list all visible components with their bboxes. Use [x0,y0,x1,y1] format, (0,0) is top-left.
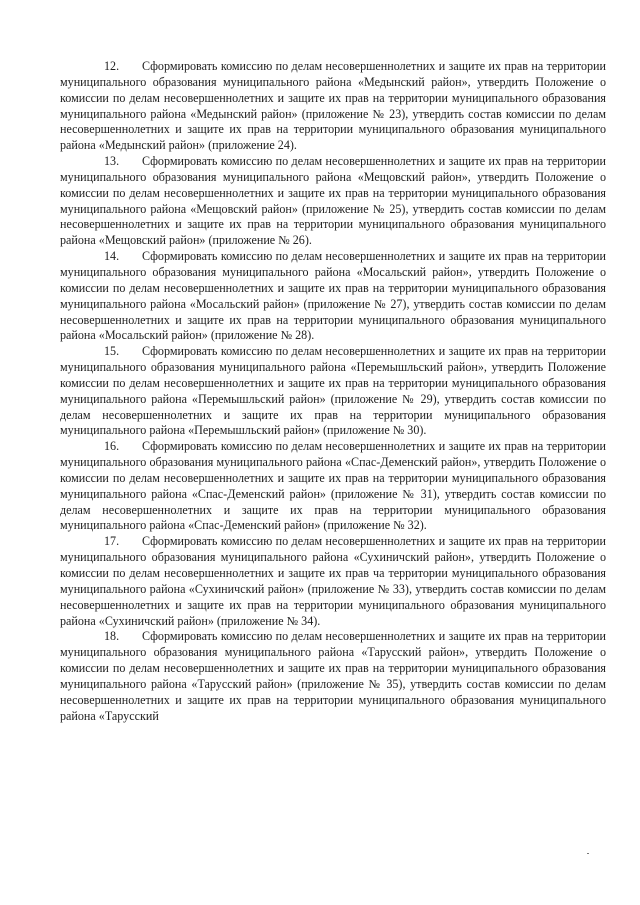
paragraph-number: 17. [104,534,120,549]
paragraph-15 [60,344,606,439]
paragraph-text: Сформировать комиссию по делам несовершеннолетних и защите их прав на территории муниципального образования муниципального района «Медынский район», утвердить Положение о комиссии по делам несовершеннолетних и защите их прав на территории муниципального образования муниципального района «Медынский район» (приложение № 23), утвердить состав комиссии по делам несовершеннолетних и защите их прав на территории муниципального образования муниципального района «Медынский район» (приложение 24). [60,59,606,153]
paragraph-number: 16. [104,439,120,454]
paragraph-13 [60,154,606,249]
document-page [60,59,606,724]
paragraph-number: 18. [104,629,120,644]
paragraph-text: Сформировать комиссию по делам несовершеннолетних и защите их прав на территории муниципального образования муниципального района «Тарусский район», утвердить Положение о комиссии по делам несовершеннолетних и защите их прав на территории муниципального образования муниципального района «Тарусский район» (приложение № 35), утвердить состав комиссии по делам несовершеннолетних и защите их прав на территории муниципального образования муниципального района «Тарусский [60,629,606,723]
paragraph-text: Сформировать комиссию по делам несовершеннолетних и защите их прав на территории муниципального образования муниципального района «Мосальский район», утвердить Положение о комиссии по делам несовершеннолетних и защите их прав на территории муниципального образования муниципального района «Мосальский район» (приложение № 27), утвердить состав комиссии по делам несовершеннолетних и защите их прав на территории муниципального образования муниципального района «Мосальский район» (приложение № 28). [60,249,606,343]
paragraph-18 [60,629,606,724]
paragraph-text: Сформировать комиссию по делам несовершеннолетних и защите их прав на территории муниципального образования муниципального района «Сухиничский район», утвердить Положение о комиссии по делам несовершеннолетних и защите их прав ча территории муниципального образования муниципального района «Сухиничский район» (приложение № 33), утвердить состав комиссии по делам несовершеннолетних и защите их прав на территории муниципального образования муниципального района «Сухиничский район» (приложение № 34). [60,534,606,628]
paragraph-12 [60,59,606,154]
paragraph-number: 13. [104,154,120,169]
paragraph-number: 12. [104,59,120,73]
paragraph-text: Сформировать комиссию по делам несовершеннолетних и защите их прав на территории муниципального образования муниципального района «Мещовский район», утвердить Положение о комиссии по делам несовершеннолетних и защите их прав на территории муниципального образования муниципального района «Мещовский район» (приложение № 25), утвердить состав комиссии по делам несовершеннолетних и защите их прав на территории муниципального образования муниципального района «Мещовский район» (приложение № 26). [60,154,606,248]
paragraph-number: 14. [104,249,120,264]
paragraph-text: Сформировать комиссию по делам несовершеннолетних и защите их прав на территории муниципального образования муниципального района «Перемышльский район», утвердить Положение комиссии по делам несовершеннолетних и защите их прав на территории муниципального образования муниципального района «Перемышльский район» (приложение № 29), утвердить состав комиссии по делам несовершеннолетних и защите их прав на территории муниципального образования муниципального района «Перемышльский район» (приложение № 30). [60,344,606,438]
scan-speck [587,853,589,854]
paragraph-17 [60,534,606,629]
paragraph-14 [60,249,606,344]
paragraph-number: 15. [104,344,120,359]
paragraph-text: Сформировать комиссию по делам несовершеннолетних и защите их прав на территории муниципального образования муниципального района «Спас-Деменский район», утвердить Положение о комиссии по делам несовершеннолетних и защите их прав на территории муниципального образования муниципального района «Спас-Деменский район» (приложение № 31), утвердить состав комиссии по делам несовершеннолетних и защите их прав на территории муниципального образования муниципального района «Спас-Деменский район» (приложение № 32). [60,439,606,533]
paragraph-16 [60,439,606,534]
